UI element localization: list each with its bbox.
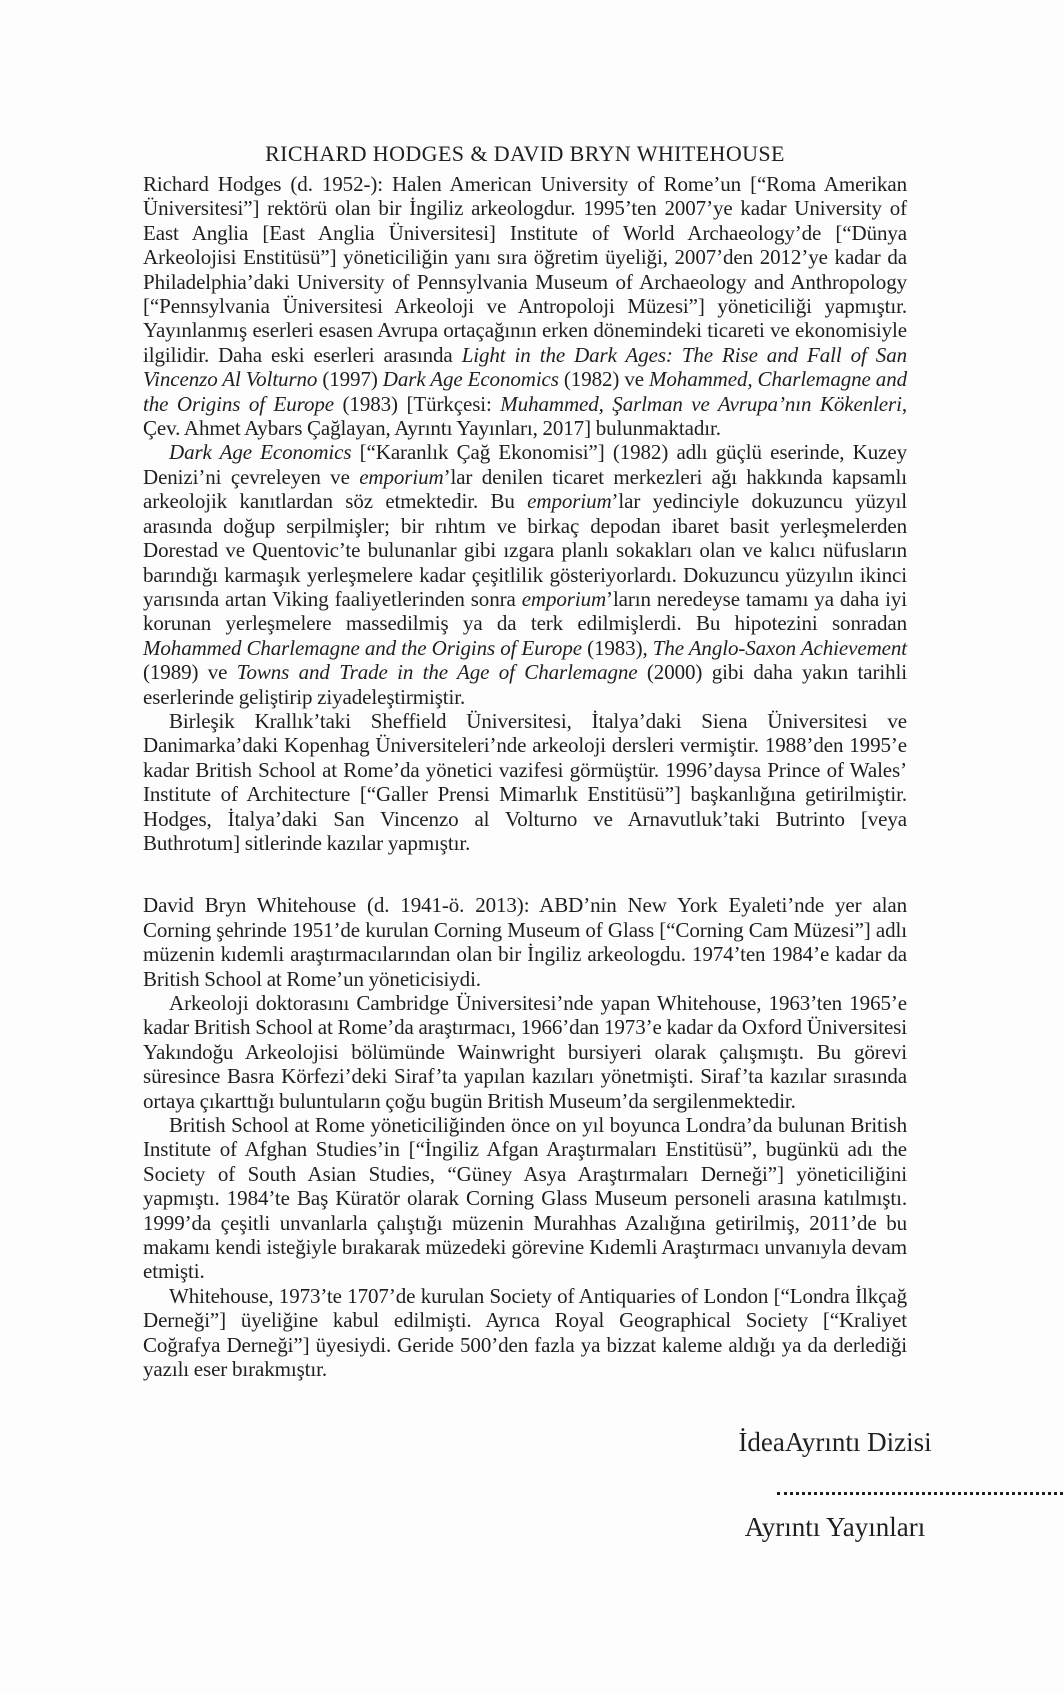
text-run: (1983), [581,635,653,660]
italic-text-run: Muhammed, Şarlman ve Avrupa’nın Kökenleri [500,391,902,416]
text-block [143,142,907,1382]
italic-text-run: emporium [359,464,444,489]
paragraph [143,1113,907,1284]
bio-david-whitehouse [143,893,907,1381]
text-run: Arkeoloji doktorasını Cambridge Üniversitesi’nde yapan Whitehouse, 1963’ten 1965’e kadar British School at Rome’da araştırmacı, 1966’dan 1973’e kadar da Oxford Üniversitesi Yakındoğu Arkeolojisi bölümünde Wainwright bursiyeri olarak çalışmıştı. Bu görevi süresince Basra Körfezi’deki Siraf’ta yapılan kazıları yönetmişti. Siraf’ta kazılar sırasında ortaya çıkarttığı buluntuların çoğu bugün British Museum’da sergilenmektedir. [143,991,907,1113]
bio-richard-hodges [143,172,907,855]
italic-text-run: Mohammed, Charlemagne and the Origins of Europe [143,367,907,416]
italic-text-run: The Anglo-Saxon Achievement [652,635,907,660]
text-run: (1997) [317,367,383,392]
text-run: (1983) [Türkçesi: [334,391,501,416]
paragraph [143,440,907,708]
paragraph [143,172,907,440]
text-run: David Bryn Whitehouse (d. 1941-ö. 2013): ABD’nin New York Eyaleti’nde yer alan Corning şehrinde 1951’de kurulan Corning Museum of Glass [“Corning Cam Müzesi”] adlı müzenin kıdemli araştırmacılarından olan bir İngiliz arkeologdu. 1974’ten 1984’e kadar da British School at Rome’un yöneticisiydi. [143,893,907,991]
italic-text-run: Towns and Trade in the Age of Charlemagne [236,660,638,685]
italic-text-run: Dark Age Economics [169,440,352,465]
text-run: ’lar denilen ticaret merkezleri ağı hakkında kapsamlı arkeolojik kanıtlardan söz etmektedir. Bu [143,464,907,514]
text-run: (1989) ve [143,660,237,685]
text-run: Birleşik Krallık’taki Sheffield Üniversitesi, İtalya’daki Siena Üniversitesi ve Danimarka’daki Kopenhag Üniversiteleri’nde arkeoloji dersleri vermiştir. 1988’den 1995’e kadar British School at Rome’da yönetici vazifesi görmüştür. 1996’daysa Prince of Wales’ Institute of Architecture [“Galler Prensi Mimarlık Enstitüsü”] başkanlığına getirilmiştir. Hodges, İtalya’daki San Vincenzo al Volturno ve Arnavutluk’taki Butrinto [veya Buthrotum] sitlerinde kazılar yapmıştır. [143,708,907,855]
paragraph [143,991,907,1113]
text-run: [“Karanlık Çağ Ekonomisi”] (1982) adlı güçlü eserinde, Kuzey Denizi’ni çevreleyen ve [143,440,907,489]
text-run: ’lar yedinciyle dokuzuncu yüzyıl arasında doğup serpilmişler; bir rıhtım ve birkaç depodan ibaret basit yerleşmelerden Dorestad ve Quentovic’te bulunanlar gibi ızgara planlı sokakları olan ve kalıcı nüfusların barındığı karmaşık yerleşmelere kadar çeşitlilik gösteriyorlardı. Dokuzuncu yüzyılın ikinci yarısında artan Viking faaliyetlerinden sonra [143,489,907,611]
publisher-name: Ayrıntı Yayınları [744,1512,926,1542]
text-run: ’ların neredeyse tamamı ya daha iyi korunan yerleşmelere massedilmiş ya da terk edilmişlerdi. Bu hipotezini sonradan [143,586,907,636]
text-run: Whitehouse, 1973’te 1707’de kurulan Society of Antiquaries of London [“Londra İlkçağ Derneği”] üyeliğine kabul edilmişti. Ayrıca Royal Geographical Society [“Kraliyet Coğrafya Derneği”] üyesiydi. Geride 500’den fazla ya bizzat kaleme aldığı ya da derlediği yazılı eser bırakmıştır. [143,1283,907,1382]
dotted-divider [777,1492,1063,1495]
text-run: British School at Rome yöneticiliğinden önce on yıl boyunca Londra’da bulunan British Institute of Afghan Studies’in [“İngiliz Afgan Araştırmaları Enstitüsü”, bugünkü adı the Society of South Asian Studies, “Güney Asya Araştırmaları Derneği”] yöneticiliğini yapmıştı. 1984’te Baş Küratör olarak Corning Glass Museum personeli arasına katılmıştı. 1999’da çeşitli unvanlarla çalıştığı müzenin Murahhas Azalığına getirilmiş, 2011’de bu makamı kendi isteğiyle bırakarak müzedeki görevine Kıdemli Araştırmacı unvanıyla devam etmişti. [143,1113,907,1284]
series-title: İdeaAyrıntı Dizisi [738,1427,932,1457]
italic-text-run: Light in the Dark Ages: The Rise and Fall of San Vincenzo Al Volturno [143,342,907,392]
text-run: (2000) gibi daha yakın tarihli eserlerinde geliştirip ziyadeleştirmiştir. [143,660,907,709]
paragraph [143,893,907,991]
italic-text-run: emporium [527,489,612,514]
text-run: , Çev. Ahmet Aybars Çağlayan, Ayrıntı Yayınları, 2017] bulunmaktadır. [143,391,907,441]
text-run: (1982) ve [558,367,649,392]
paragraph [143,709,907,855]
italic-text-run: emporium [521,586,607,611]
text-run: Richard Hodges (d. 1952-): Halen American University of Rome’un [“Roma Amerikan Üniversitesi”] rektörü olan bir İngiliz arkeologdur. 1995’ten 2007’ye kadar University of East Anglia [East Anglia Üniversitesi] Institute of World Archaeology’de [“Dünya Arkeolojisi Enstitüsü”] yöneticiliğin yanı sıra öğretim üyeliği, 2007’den 2012’ye kadar da Philadelphia’daki University of Pennsylvania Museum of Archaeology and Anthropology [“Pennsylvania Üniversitesi Arkeoloji ve Antropoloji Müzesi”] yöneticiliği yapmıştır. Yayınlanmış eserleri esasen Avrupa ortaçağının erken dönemindeki ticareti ve ekonomisiyle ilgilidir. Daha eski eserleri arasında [143,172,907,367]
page-title: RICHARD HODGES & DAVID BRYN WHITEHOUSE [265,141,785,166]
italic-text-run: Mohammed Charlemagne and the Origins of Europe [143,635,582,660]
paragraph [143,1284,907,1382]
italic-text-run: Dark Age Economics [382,367,559,392]
